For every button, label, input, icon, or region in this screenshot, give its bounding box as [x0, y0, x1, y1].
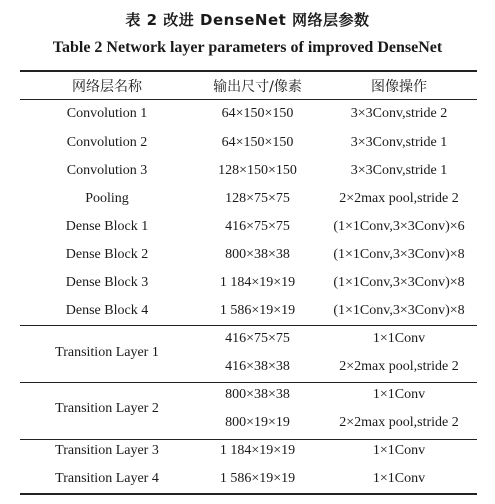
operation-cell: 1×1Conv — [372, 331, 426, 346]
network-layer-table — [20, 72, 477, 493]
output-size-cell: 416×38×38 — [225, 359, 290, 374]
table-title-chinese: 表 2 改进 DenseNet 网络层参数 — [125, 11, 370, 29]
header-layer-name: 网络层名称 — [72, 78, 142, 95]
header-output-size: 输出尺寸/像素 — [213, 78, 302, 95]
output-size-cell: 1 586×19×19 — [219, 471, 296, 486]
layer-name-cell: Dense Block 1 — [65, 219, 149, 234]
table-row — [20, 465, 477, 493]
output-size-cell: 416×75×75 — [225, 219, 290, 234]
table-row — [20, 241, 477, 269]
table-row — [20, 269, 477, 297]
table-row — [20, 99, 477, 129]
table-row — [20, 381, 477, 409]
output-size-cell: 64×150×150 — [221, 106, 294, 121]
operation-cell: 3×3Conv,stride 1 — [350, 135, 448, 150]
table-row — [20, 325, 477, 353]
operation-cell: 1×1Conv — [372, 443, 426, 458]
layer-name-cell: Pooling — [85, 191, 129, 206]
output-size-cell: 128×75×75 — [225, 191, 290, 206]
table-row — [20, 297, 477, 325]
output-size-cell: 1 586×19×19 — [219, 303, 296, 318]
layer-name-cell: Transition Layer 3 — [55, 443, 159, 458]
header-row — [20, 72, 477, 99]
operation-cell: (1×1Conv,3×3Conv)×8 — [333, 303, 465, 318]
operation-cell: (1×1Conv,3×3Conv)×8 — [333, 275, 465, 290]
operation-cell: 1×1Conv — [372, 471, 426, 486]
operation-cell: (1×1Conv,3×3Conv)×6 — [333, 219, 465, 234]
layer-name-cell: Transition Layer 4 — [55, 471, 159, 486]
table-row — [20, 157, 477, 185]
output-size-cell: 128×150×150 — [218, 163, 297, 178]
output-size-cell: 800×19×19 — [225, 415, 290, 430]
output-size-cell: 416×75×75 — [225, 331, 290, 346]
layer-name-cell: Dense Block 2 — [65, 247, 149, 262]
operation-cell: 1×1Conv — [372, 387, 426, 402]
layer-name-cell: Dense Block 4 — [65, 303, 149, 318]
layer-name-cell: Convolution 3 — [66, 163, 148, 178]
layer-name-cell: Transition Layer 1 — [55, 345, 159, 360]
operation-cell: 3×3Conv,stride 1 — [350, 163, 448, 178]
header-operation: 图像操作 — [371, 78, 427, 95]
table-row — [20, 185, 477, 213]
table-row — [20, 213, 477, 241]
layer-name-cell: Convolution 1 — [66, 106, 148, 121]
table-title-english: Table 2 Network layer parameters of improved DenseNet — [52, 39, 443, 56]
bottom-rule — [20, 493, 477, 495]
layer-name-cell: Dense Block 3 — [65, 275, 149, 290]
output-size-cell: 1 184×19×19 — [219, 443, 296, 458]
operation-cell: 2×2max pool,stride 2 — [339, 415, 459, 430]
output-size-cell: 800×38×38 — [225, 247, 290, 262]
output-size-cell: 800×38×38 — [225, 387, 290, 402]
table-row — [20, 129, 477, 157]
layer-name-cell: Convolution 2 — [66, 135, 148, 150]
operation-cell: 2×2max pool,stride 2 — [339, 359, 459, 374]
operation-cell: 3×3Conv,stride 2 — [350, 106, 448, 121]
layer-name-cell: Transition Layer 2 — [55, 401, 159, 416]
operation-cell: (1×1Conv,3×3Conv)×8 — [333, 247, 465, 262]
output-size-cell: 1 184×19×19 — [219, 275, 296, 290]
table-row — [20, 437, 477, 465]
output-size-cell: 64×150×150 — [221, 135, 294, 150]
operation-cell: 2×2max pool,stride 2 — [339, 191, 459, 206]
